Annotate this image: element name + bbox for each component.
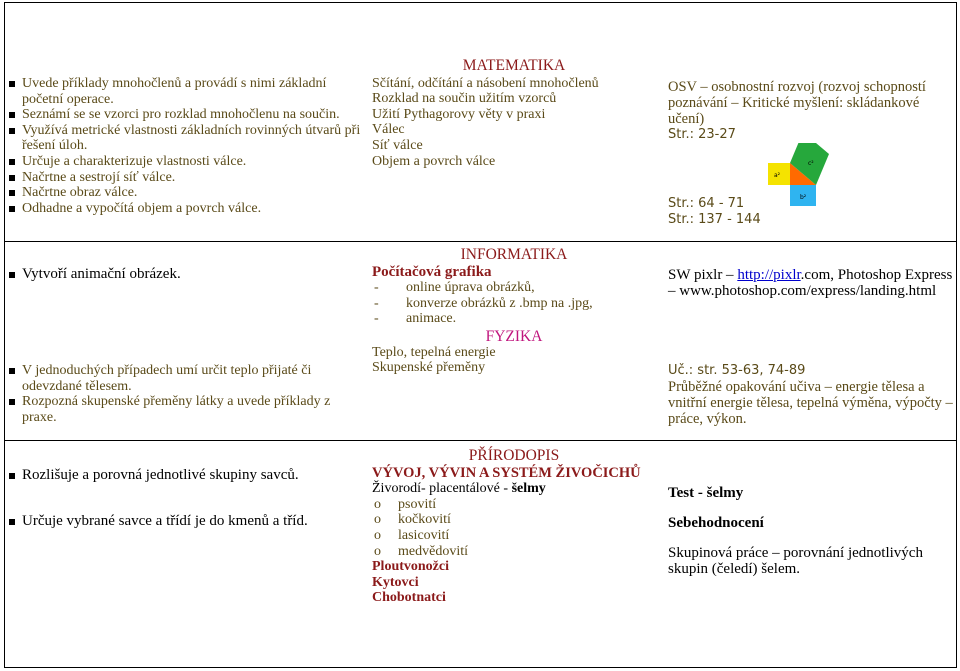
self-assessment-note: Sebehodnocení — [668, 515, 764, 531]
sw-suffix: .com, Photoshop Express – www.photoshop.com/express/landing.html — [668, 267, 953, 299]
math-topics — [372, 58, 656, 169]
biology-outcomes-list — [8, 468, 363, 529]
list-item: Ploutvonožci — [372, 559, 449, 575]
sw-prefix: SW pixlr – — [668, 267, 738, 283]
list-item: Skupenské přeměny — [372, 360, 486, 376]
list-item: - konverze obrázků z .bmp na .jpg, — [374, 295, 593, 311]
informatics-topics — [372, 247, 656, 376]
viviparous-line: Živorodí- placentálové - šelmy — [372, 481, 546, 497]
osv-note: OSV – osobnostní rozvoj (rozvoj schopností poznávání – Kritické myšlení: skládankové učení) — [668, 79, 926, 127]
physics-notes — [668, 363, 958, 427]
list-item: Načrtne a sestrojí síť válce. — [8, 170, 363, 186]
list-item: Válec — [372, 122, 405, 138]
group-work-note: Skupinová práce – porovnání jednotlivých skupin (čeledí) šelem. — [668, 545, 923, 577]
orders-list — [372, 497, 656, 559]
topic-title: VÝVOJ, VÝVIN A SYSTÉM ŽIVOČICHŮ — [372, 464, 641, 481]
page-ref: Str.: 23-27 — [668, 127, 736, 142]
biology-topics — [372, 448, 656, 606]
label-c2: c² — [808, 160, 814, 167]
physics-outcomes — [8, 363, 363, 425]
row-divider-1 — [4, 241, 957, 242]
list-item: - animace. — [374, 311, 457, 327]
list-item: Využívá metrické vlastnosti základních rovinných útvarů při řešení úloh. — [8, 123, 363, 154]
informatics-outcomes — [8, 267, 363, 283]
test-note: Test - šelmy — [668, 485, 744, 501]
subject-title-physics: FYZIKA — [485, 327, 543, 345]
page-ref: Str.: 64 - 71 — [668, 196, 745, 211]
list-item: o psovití — [374, 496, 437, 512]
biology-outcomes — [8, 468, 363, 529]
list-item: Teplo, tepelná energie — [372, 344, 496, 360]
math-page-refs — [668, 196, 958, 227]
page-ref: Str.: 137 - 144 — [668, 211, 761, 227]
informatics-outcomes-list — [8, 267, 363, 283]
list-item: Chobotnatci — [372, 590, 446, 606]
list-item: Načrtne obraz válce. — [8, 185, 363, 201]
physics-outcomes-list — [8, 363, 363, 425]
math-outcomes-list — [8, 76, 363, 216]
list-item: - online úprava obrázků, — [374, 280, 535, 296]
informatics-notes — [668, 267, 958, 299]
list-item: Seznámí se se vzorci pro rozklad mnohočlenu na součin. — [8, 107, 363, 123]
list-item: Uvede příklady mnohočlenů a provádí s nimi základní početní operace. — [8, 76, 363, 107]
list-item: Rozlišuje a porovná jednotlivé skupiny savců. — [8, 468, 363, 484]
list-item: V jednoduchých případech umí určit teplo přijaté či odevzdané tělesem. — [8, 363, 363, 394]
math-outcomes — [8, 76, 363, 216]
list-item: o medvědovití — [374, 543, 468, 559]
list-item: Určuje a charakterizuje vlastnosti válce. — [8, 154, 363, 170]
list-item: Kytovci — [372, 574, 419, 590]
review-note: Průběžné opakování učiva – energie tělesa a vnitřní energie tělesa, tepelná výměna, výpočty – práce, výkon. — [668, 379, 953, 427]
list-item: Užití Pythagorovy věty v praxi — [372, 106, 546, 122]
list-item: Rozklad na součin užitím vzorců — [372, 91, 557, 107]
subject-title-informatics: INFORMATIKA — [460, 246, 568, 263]
list-item: Rozpozná skupenské přeměny látky a uvede příklady z praxe. — [8, 394, 363, 425]
list-item: Vytvoří animační obrázek. — [8, 267, 363, 283]
textbook-ref: Uč.: str. 53-63, 74-89 — [668, 363, 806, 378]
biology-notes — [668, 485, 958, 577]
list-item: Sčítání, odčítání a násobení mnohočlenů — [372, 75, 599, 91]
pixlr-link[interactable]: http://pixlr — [737, 267, 801, 283]
label-b2: b² — [800, 194, 807, 201]
subject-title-math: MATEMATIKA — [462, 57, 566, 74]
list-item: Síť válce — [372, 137, 423, 153]
informatics-topic-list — [372, 280, 656, 327]
list-item: o kočkovití — [374, 512, 451, 528]
label-a2: a² — [774, 172, 781, 179]
list-item: o lasicovití — [374, 527, 450, 543]
list-item: Určuje vybrané savce a třídí je do kmenů a tříd. — [8, 514, 363, 530]
subject-title-biology: PŘÍRODOPIS — [468, 447, 560, 464]
topic-title: Počítačová grafika — [372, 263, 492, 280]
math-notes — [668, 79, 958, 143]
row-divider-2 — [4, 440, 957, 441]
list-item: Objem a povrch válce — [372, 153, 496, 169]
list-item: Odhadne a vypočítá objem a povrch válce. — [8, 201, 363, 217]
